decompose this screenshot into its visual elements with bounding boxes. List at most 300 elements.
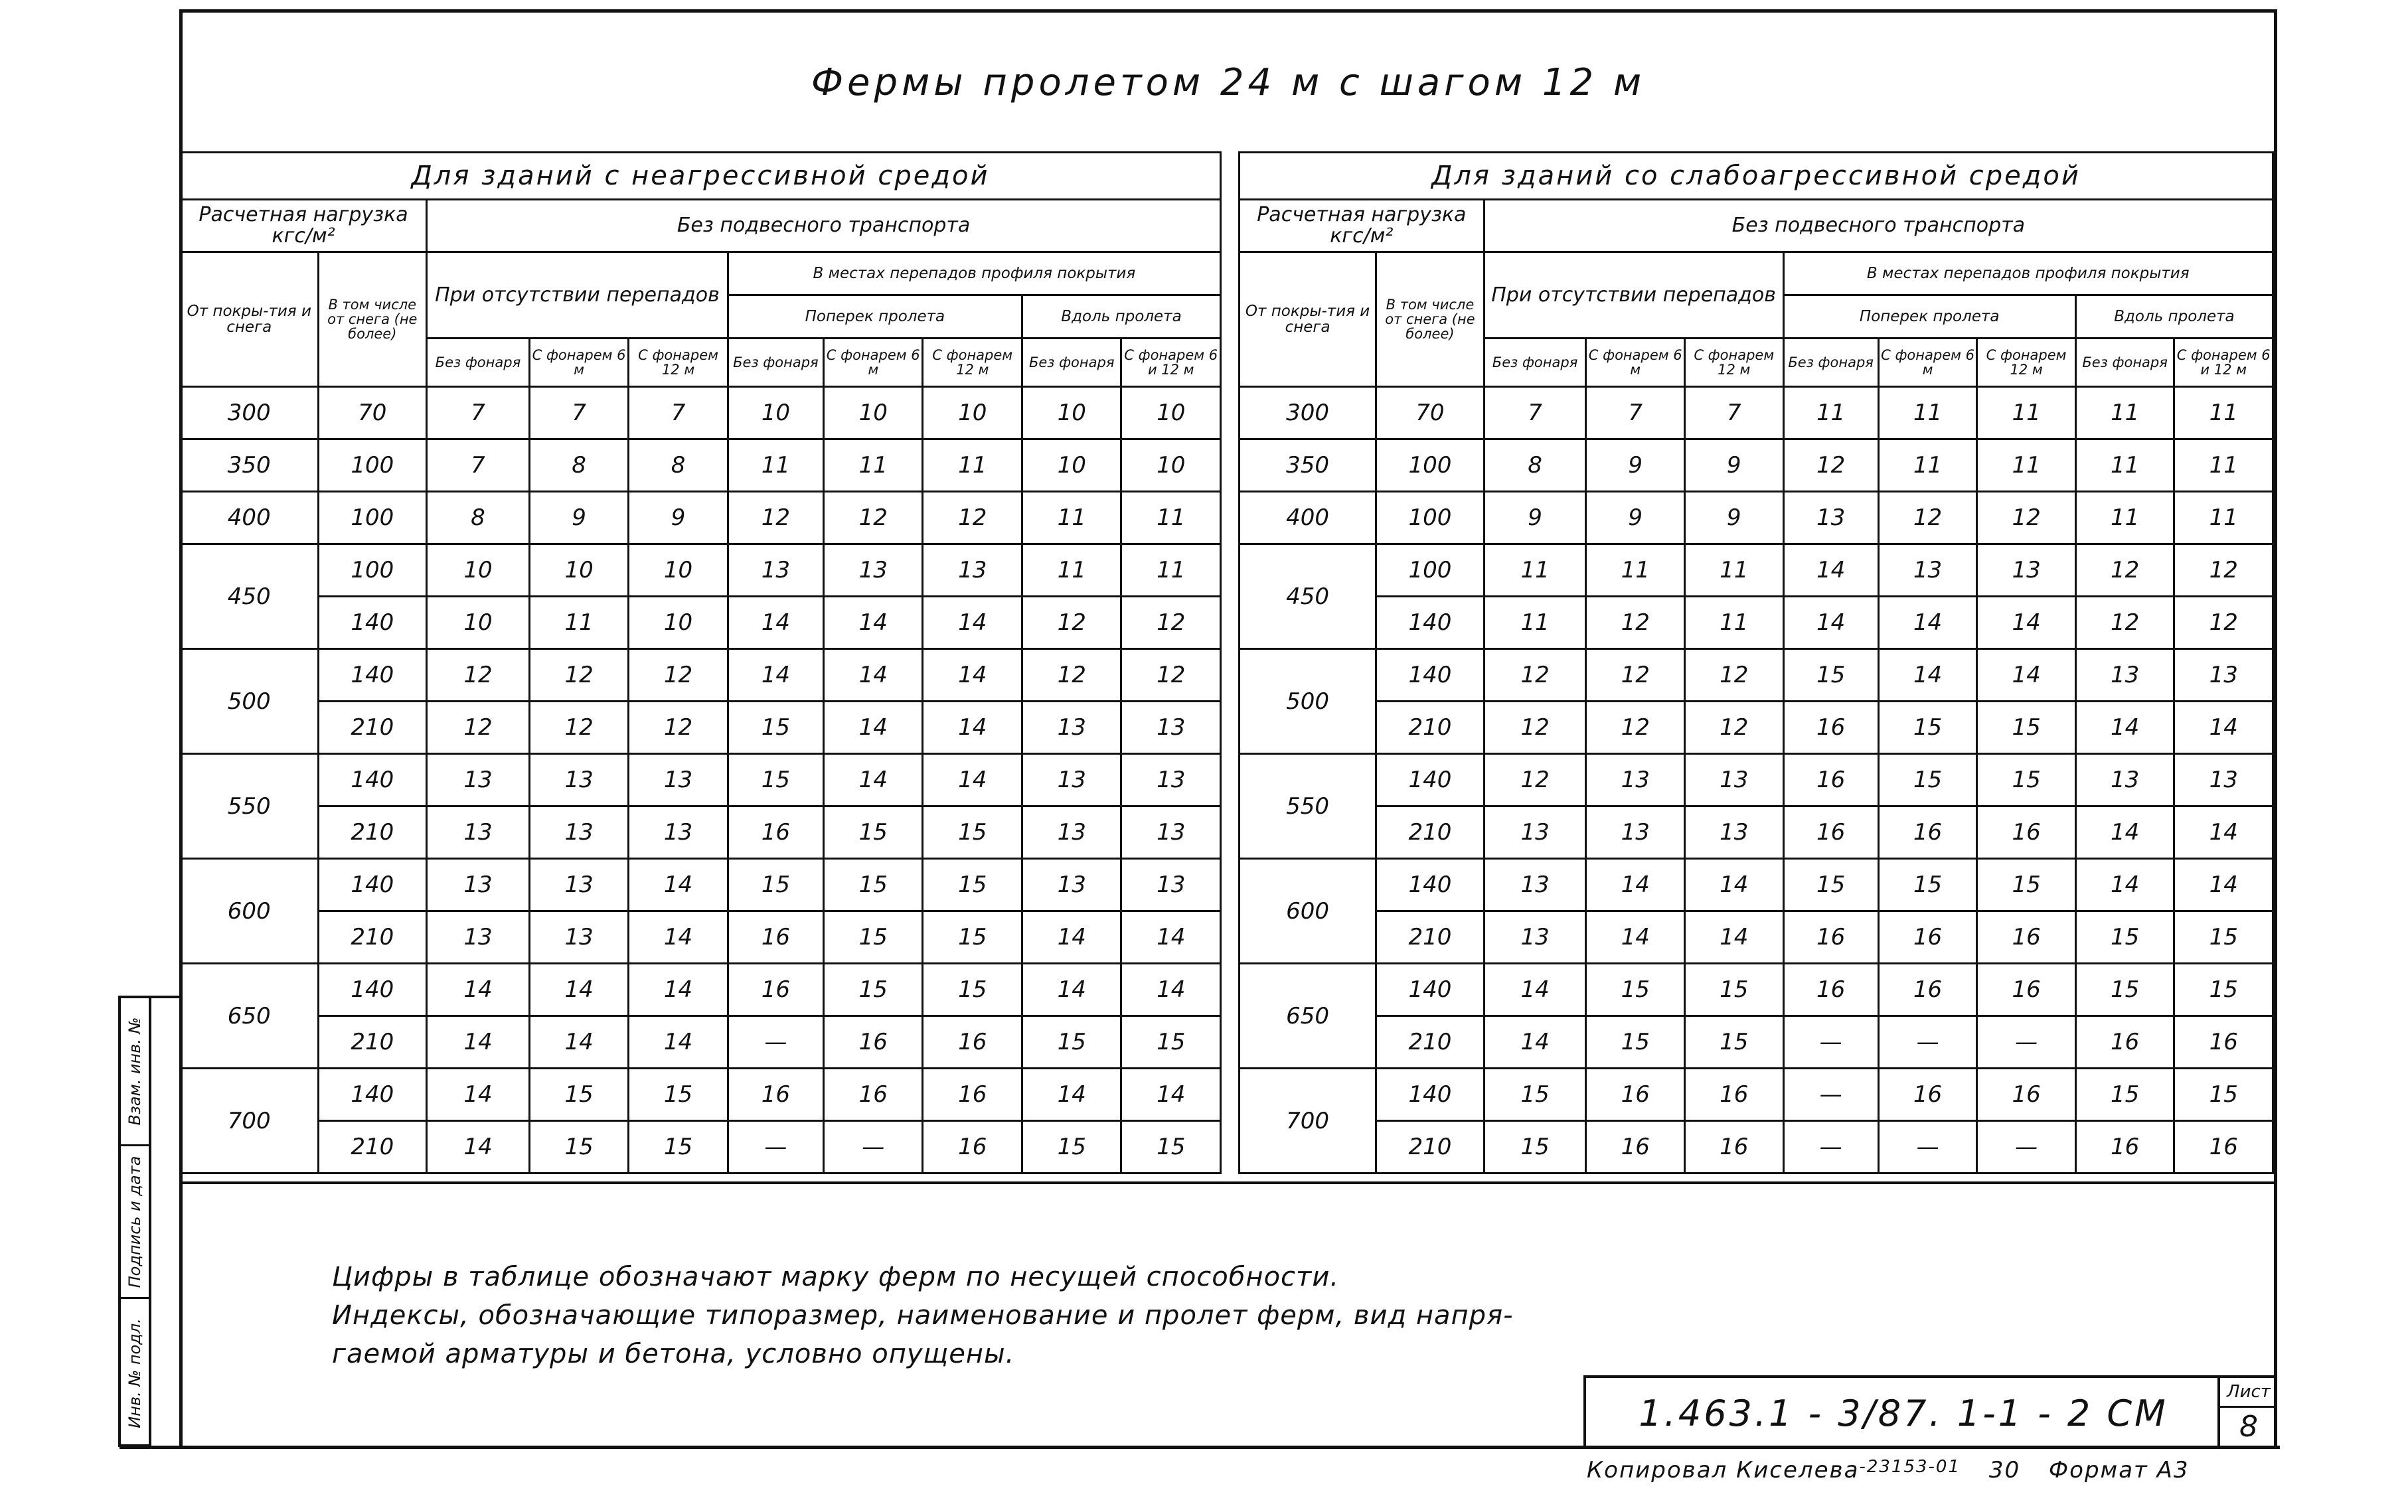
table-row — [1240, 492, 2273, 544]
truss-mark-cell: 16 — [1878, 1069, 1977, 1121]
truss-mark-cell: — — [1977, 1016, 2076, 1069]
truss-mark-cell: 15 — [529, 1121, 628, 1173]
sub-header: С фонарем 6 и 12 м — [1121, 339, 1221, 387]
truss-mark-cell: 13 — [1022, 806, 1121, 859]
snow-value: 140 — [318, 859, 427, 911]
table-row — [1240, 911, 2273, 964]
truss-mark-cell: 11 — [1022, 492, 1121, 544]
snow-value: 140 — [1376, 754, 1485, 806]
load-value: 350 — [181, 439, 319, 492]
truss-mark-cell: 13 — [427, 806, 530, 859]
truss-mark-cell: 11 — [2174, 439, 2273, 492]
truss-mark-cell: 14 — [728, 597, 823, 649]
truss-mark-cell: 16 — [728, 911, 823, 964]
snow-value: 140 — [318, 964, 427, 1016]
truss-mark-cell: 14 — [923, 754, 1022, 806]
truss-mark-cell: 14 — [728, 649, 823, 702]
truss-mark-cell: 11 — [1121, 544, 1221, 597]
truss-mark-cell: 13 — [1022, 859, 1121, 911]
truss-mark-cell: 11 — [1878, 387, 1977, 439]
truss-mark-cell: 16 — [1977, 806, 2076, 859]
truss-mark-cell: 12 — [1022, 649, 1121, 702]
truss-mark-cell: 13 — [1484, 806, 1586, 859]
truss-mark-cell: 15 — [2174, 911, 2273, 964]
document-code-box — [1583, 1375, 2221, 1448]
sub-header: Без фонаря — [1484, 339, 1586, 387]
load-value: 700 — [1240, 1069, 1376, 1173]
truss-mark-cell: 14 — [923, 702, 1022, 754]
truss-mark-cell: 14 — [1121, 1069, 1221, 1121]
truss-mark-cell: 14 — [1484, 1016, 1586, 1069]
sheet-label: Лист — [2220, 1378, 2277, 1408]
snow-value: 100 — [318, 544, 427, 597]
truss-mark-cell: 12 — [529, 702, 628, 754]
truss-mark-cell: 13 — [1878, 544, 1977, 597]
truss-mark-cell: 11 — [1878, 439, 1977, 492]
truss-mark-cell: 10 — [824, 387, 923, 439]
load-value: 550 — [181, 754, 319, 859]
along-span-header: Вдоль пролета — [2075, 295, 2273, 339]
truss-mark-cell: — — [1878, 1121, 1977, 1173]
truss-mark-cell: 12 — [728, 492, 823, 544]
snow-value: 210 — [318, 1121, 427, 1173]
table-row — [1240, 649, 2273, 702]
truss-mark-cell: 14 — [2174, 702, 2273, 754]
truss-mark-cell: 14 — [1121, 911, 1221, 964]
truss-mark-cell: 15 — [1586, 1016, 1685, 1069]
truss-mark-cell: — — [824, 1121, 923, 1173]
table-row — [181, 964, 1221, 1016]
load-value: 450 — [1240, 544, 1376, 649]
table-row — [181, 859, 1221, 911]
sub-header: С фонарем 6 м — [529, 339, 628, 387]
truss-mark-cell: 15 — [1121, 1016, 1221, 1069]
truss-mark-cell: 14 — [923, 597, 1022, 649]
across-span-header: Поперек пролета — [728, 295, 1022, 339]
truss-mark-cell: 13 — [529, 911, 628, 964]
sub-header: С фонарем 12 м — [1977, 339, 2076, 387]
side-stamp-label: Подпись и дата — [125, 1156, 144, 1288]
truss-mark-cell: 14 — [2075, 859, 2174, 911]
truss-mark-cell: 15 — [728, 859, 823, 911]
truss-mark-cell: 12 — [1484, 649, 1586, 702]
truss-mark-cell: 15 — [1783, 649, 1878, 702]
table-row — [1240, 754, 2273, 806]
table-row — [1240, 1069, 2273, 1121]
truss-mark-cell: 14 — [1684, 911, 1783, 964]
side-stamp-label: Инв. № подл. — [125, 1318, 144, 1428]
truss-mark-cell: 12 — [1484, 754, 1586, 806]
truss-mark-cell: 14 — [1977, 597, 2076, 649]
truss-mark-cell: 16 — [1977, 1069, 2076, 1121]
truss-mark-cell: 15 — [923, 859, 1022, 911]
load-value: 550 — [1240, 754, 1376, 859]
truss-mark-cell: 12 — [1121, 597, 1221, 649]
table-row — [1240, 387, 2273, 439]
truss-mark-cell: 13 — [1121, 754, 1221, 806]
sub-header: С фонарем 6 м — [1878, 339, 1977, 387]
truss-mark-cell: 16 — [1783, 702, 1878, 754]
footer-order: -23153-01 — [1859, 1457, 1961, 1477]
truss-mark-cell: 16 — [1977, 964, 2076, 1016]
table-row — [1240, 859, 2273, 911]
truss-mark-cell: 11 — [1586, 544, 1685, 597]
truss-mark-cell: 7 — [427, 439, 530, 492]
snow-value: 210 — [1376, 1016, 1485, 1069]
truss-mark-cell: 7 — [1586, 387, 1685, 439]
snow-value: 210 — [318, 1016, 427, 1069]
truss-mark-cell: 14 — [1878, 597, 1977, 649]
truss-mark-cell: 16 — [1783, 754, 1878, 806]
truss-mark-cell: 11 — [2174, 387, 2273, 439]
load-table-weak-aggressive — [1238, 151, 2274, 1174]
truss-mark-cell: 12 — [1022, 597, 1121, 649]
snow-value: 210 — [318, 806, 427, 859]
drops-header: В местах перепадов профиля покрытия — [728, 252, 1220, 295]
no-drops-header: При отсутствии перепадов — [427, 252, 728, 339]
load-value: 650 — [181, 964, 319, 1069]
truss-mark-cell: 14 — [529, 964, 628, 1016]
truss-mark-cell: 10 — [529, 544, 628, 597]
truss-mark-cell: 14 — [629, 859, 728, 911]
truss-mark-cell: 10 — [427, 544, 530, 597]
truss-mark-cell: 16 — [728, 806, 823, 859]
truss-mark-cell: — — [1783, 1121, 1878, 1173]
sub-header: С фонарем 6 м — [1586, 339, 1685, 387]
truss-mark-cell: 8 — [529, 439, 628, 492]
table-row — [1240, 964, 2273, 1016]
truss-mark-cell: 15 — [728, 754, 823, 806]
truss-mark-cell: 10 — [923, 387, 1022, 439]
truss-mark-cell: 9 — [1684, 492, 1783, 544]
truss-mark-cell: 15 — [2075, 911, 2174, 964]
truss-mark-cell: 13 — [1121, 859, 1221, 911]
snow-value: 100 — [318, 492, 427, 544]
truss-mark-cell: 15 — [824, 911, 923, 964]
footer-line — [1587, 1457, 2277, 1483]
truss-mark-cell: 13 — [923, 544, 1022, 597]
truss-mark-cell: 12 — [1684, 649, 1783, 702]
load-value: 600 — [1240, 859, 1376, 964]
truss-mark-cell: 14 — [2174, 806, 2273, 859]
truss-mark-cell: 12 — [2174, 597, 2273, 649]
truss-mark-cell: 16 — [1783, 806, 1878, 859]
truss-mark-cell: 15 — [2174, 1069, 2273, 1121]
truss-mark-cell: 16 — [728, 1069, 823, 1121]
truss-mark-cell: 11 — [529, 597, 628, 649]
truss-mark-cell: 10 — [728, 387, 823, 439]
truss-mark-cell: 12 — [2174, 544, 2273, 597]
truss-mark-cell: 15 — [1783, 859, 1878, 911]
table-row — [181, 387, 1221, 439]
table-row — [1240, 439, 2273, 492]
truss-mark-cell: 12 — [1484, 702, 1586, 754]
truss-mark-cell: 10 — [629, 597, 728, 649]
truss-mark-cell: 14 — [2174, 859, 2273, 911]
truss-mark-cell: — — [1783, 1069, 1878, 1121]
truss-mark-cell: 16 — [1586, 1121, 1685, 1173]
truss-mark-cell: 15 — [629, 1069, 728, 1121]
truss-mark-cell: 13 — [1586, 806, 1685, 859]
footer-number: 30 — [1988, 1457, 2021, 1483]
truss-mark-cell: 14 — [1022, 911, 1121, 964]
truss-mark-cell: 9 — [1484, 492, 1586, 544]
truss-mark-cell: 16 — [1586, 1069, 1685, 1121]
table-row — [181, 439, 1221, 492]
truss-mark-cell: 9 — [1586, 492, 1685, 544]
snow-value: 140 — [318, 1069, 427, 1121]
truss-mark-cell: 13 — [1484, 859, 1586, 911]
truss-mark-cell: 15 — [923, 964, 1022, 1016]
truss-mark-cell: 14 — [1977, 649, 2076, 702]
truss-mark-cell: 14 — [824, 649, 923, 702]
truss-mark-cell: 14 — [629, 964, 728, 1016]
truss-mark-cell: 15 — [824, 964, 923, 1016]
sub-header: Без фонаря — [427, 339, 530, 387]
truss-mark-cell: 12 — [1977, 492, 2076, 544]
snow-value: 70 — [1376, 387, 1485, 439]
snow-value: 140 — [1376, 649, 1485, 702]
table-row — [1240, 544, 2273, 597]
snow-value: 140 — [318, 754, 427, 806]
truss-mark-cell: 14 — [1586, 859, 1685, 911]
load-value: 700 — [181, 1069, 319, 1173]
truss-mark-cell: 13 — [529, 754, 628, 806]
snow-value: 210 — [1376, 911, 1485, 964]
truss-mark-cell: 10 — [427, 597, 530, 649]
truss-mark-cell: 14 — [824, 702, 923, 754]
truss-mark-cell: 11 — [2075, 492, 2174, 544]
truss-mark-cell: 11 — [1022, 544, 1121, 597]
truss-mark-cell: 8 — [629, 439, 728, 492]
truss-mark-cell: 15 — [529, 1069, 628, 1121]
sub-header: С фонарем 6 и 12 м — [2174, 339, 2273, 387]
truss-mark-cell: 15 — [2174, 964, 2273, 1016]
sub-header: Без фонаря — [2075, 339, 2174, 387]
truss-mark-cell: 11 — [1977, 439, 2076, 492]
load-value: 600 — [181, 859, 319, 964]
truss-mark-cell: 16 — [2174, 1121, 2273, 1173]
truss-mark-cell: 15 — [1484, 1121, 1586, 1173]
snow-value: 210 — [318, 911, 427, 964]
truss-mark-cell: 12 — [923, 492, 1022, 544]
sub-header: С фонарем 12 м — [923, 339, 1022, 387]
truss-mark-cell: 10 — [1022, 387, 1121, 439]
truss-mark-cell: 13 — [1977, 544, 2076, 597]
truss-mark-cell: 16 — [824, 1016, 923, 1069]
snow-value: 140 — [1376, 964, 1485, 1016]
truss-mark-cell: 9 — [1586, 439, 1685, 492]
load-header: Расчетная нагрузка кгс/м² — [181, 200, 427, 252]
table-row — [1240, 1121, 2273, 1173]
truss-mark-cell: 13 — [1121, 806, 1221, 859]
truss-mark-cell: 13 — [1022, 702, 1121, 754]
truss-mark-cell: 16 — [1684, 1069, 1783, 1121]
snow-value: 100 — [1376, 492, 1485, 544]
sub-header: Без фонаря — [1783, 339, 1878, 387]
table-row — [181, 806, 1221, 859]
truss-mark-cell: 15 — [824, 859, 923, 911]
table-bottom-rule — [179, 1181, 2277, 1184]
snow-value: 210 — [1376, 702, 1485, 754]
truss-mark-cell: 13 — [1684, 754, 1783, 806]
truss-mark-cell: 14 — [2075, 702, 2174, 754]
truss-mark-cell: 13 — [1586, 754, 1685, 806]
truss-mark-cell: 16 — [2075, 1121, 2174, 1173]
truss-mark-cell: 13 — [629, 806, 728, 859]
truss-mark-cell: 12 — [1878, 492, 1977, 544]
across-span-header: Поперек пролета — [1783, 295, 2075, 339]
truss-mark-cell: 16 — [1878, 911, 1977, 964]
side-stamp — [118, 996, 151, 1447]
truss-mark-cell: 7 — [629, 387, 728, 439]
truss-mark-cell: 12 — [1121, 649, 1221, 702]
truss-mark-cell: 14 — [529, 1016, 628, 1069]
table-row — [181, 1016, 1221, 1069]
sheet-number-box — [2217, 1375, 2277, 1448]
truss-mark-cell: 10 — [1121, 439, 1221, 492]
truss-mark-cell: 15 — [1586, 964, 1685, 1016]
truss-mark-cell: 15 — [2075, 1069, 2174, 1121]
truss-mark-cell: 16 — [2075, 1016, 2174, 1069]
snow-value: 140 — [1376, 597, 1485, 649]
col-header-snow-load: В том числе от снега (не более) — [1376, 252, 1485, 387]
snow-value: 140 — [1376, 859, 1485, 911]
truss-mark-cell: — — [1783, 1016, 1878, 1069]
note-line: Цифры в таблице обозначают марку ферм по несущей способности. — [332, 1262, 1340, 1292]
snow-value: 140 — [318, 597, 427, 649]
truss-mark-cell: 15 — [1484, 1069, 1586, 1121]
truss-mark-cell: 15 — [728, 702, 823, 754]
truss-mark-cell: 15 — [1022, 1121, 1121, 1173]
table-row — [181, 1121, 1221, 1173]
table-row — [181, 649, 1221, 702]
truss-mark-cell: 13 — [1121, 702, 1221, 754]
load-value: 500 — [181, 649, 319, 754]
truss-mark-cell: 12 — [824, 492, 923, 544]
truss-mark-cell: 15 — [1684, 964, 1783, 1016]
snow-value: 100 — [318, 439, 427, 492]
snow-value: 140 — [1376, 1069, 1485, 1121]
truss-mark-cell: 14 — [824, 597, 923, 649]
transport-header: Без подвесного транспорта — [427, 200, 1221, 252]
truss-mark-cell: 11 — [1783, 387, 1878, 439]
truss-mark-cell: 13 — [2075, 754, 2174, 806]
truss-mark-cell: 12 — [629, 702, 728, 754]
truss-mark-cell: 15 — [1878, 754, 1977, 806]
truss-mark-cell: 12 — [2075, 544, 2174, 597]
truss-mark-cell: 11 — [1684, 544, 1783, 597]
note-line: Индексы, обозначающие типоразмер, наименование и пролет ферм, вид напря- — [332, 1300, 1514, 1331]
snow-value: 210 — [318, 702, 427, 754]
truss-mark-cell: 14 — [824, 754, 923, 806]
truss-mark-cell: 14 — [1022, 964, 1121, 1016]
truss-mark-cell: 15 — [1977, 754, 2076, 806]
truss-mark-cell: 12 — [427, 702, 530, 754]
truss-mark-cell: 14 — [427, 1016, 530, 1069]
truss-mark-cell: 13 — [529, 859, 628, 911]
truss-mark-cell: 11 — [2174, 492, 2273, 544]
table-row — [1240, 806, 2273, 859]
no-drops-header: При отсутствии перепадов — [1484, 252, 1783, 339]
truss-mark-cell: 13 — [1684, 806, 1783, 859]
truss-mark-cell: 14 — [427, 1121, 530, 1173]
truss-mark-cell: 15 — [923, 806, 1022, 859]
drops-header: В местах перепадов профиля покрытия — [1783, 252, 2273, 295]
truss-mark-cell: 15 — [1022, 1016, 1121, 1069]
truss-mark-cell: 14 — [923, 649, 1022, 702]
truss-mark-cell: 16 — [923, 1016, 1022, 1069]
truss-mark-cell: 13 — [427, 911, 530, 964]
truss-mark-cell: 15 — [824, 806, 923, 859]
truss-mark-cell: 16 — [824, 1069, 923, 1121]
truss-mark-cell: 7 — [1484, 387, 1586, 439]
load-value: 650 — [1240, 964, 1376, 1069]
truss-mark-cell: 12 — [1586, 702, 1685, 754]
truss-mark-cell: 11 — [2075, 439, 2174, 492]
side-stamp-blank — [151, 996, 179, 1447]
sheet-number: 8 — [2239, 1410, 2258, 1444]
truss-mark-cell: 16 — [1977, 911, 2076, 964]
truss-mark-cell: 14 — [1783, 597, 1878, 649]
truss-mark-cell: 16 — [1878, 806, 1977, 859]
truss-mark-cell: 16 — [1783, 964, 1878, 1016]
truss-mark-cell: 11 — [1121, 492, 1221, 544]
truss-mark-cell: 13 — [1484, 911, 1586, 964]
truss-mark-cell: — — [1977, 1121, 2076, 1173]
truss-mark-cell: 9 — [529, 492, 628, 544]
snow-value: 100 — [1376, 544, 1485, 597]
table-note — [332, 1258, 1560, 1373]
truss-mark-cell: 16 — [2174, 1016, 2273, 1069]
truss-mark-cell: 9 — [1684, 439, 1783, 492]
truss-mark-cell: 10 — [629, 544, 728, 597]
truss-mark-cell: 12 — [427, 649, 530, 702]
section-header: Для зданий с неагрессивной средой — [181, 153, 1221, 200]
note-line: гаемой арматуры и бетона, условно опущены. — [332, 1339, 1015, 1369]
snow-value: 140 — [318, 649, 427, 702]
truss-mark-cell: 10 — [1121, 387, 1221, 439]
truss-mark-cell: 15 — [1977, 859, 2076, 911]
truss-mark-cell: 15 — [1977, 702, 2076, 754]
truss-mark-cell: 11 — [1484, 544, 1586, 597]
truss-mark-cell: 12 — [1783, 439, 1878, 492]
transport-header: Без подвесного транспорта — [1484, 200, 2273, 252]
truss-mark-cell: 7 — [1684, 387, 1783, 439]
side-stamp-label: Взам. инв. № — [125, 1017, 144, 1126]
table-row — [181, 911, 1221, 964]
truss-mark-cell: 11 — [1484, 597, 1586, 649]
truss-mark-cell: 8 — [427, 492, 530, 544]
truss-mark-cell: 8 — [1484, 439, 1586, 492]
table-row — [181, 754, 1221, 806]
load-table-non-aggressive — [179, 151, 1222, 1174]
truss-mark-cell: 12 — [1684, 702, 1783, 754]
table-row — [181, 702, 1221, 754]
sub-header: Без фонаря — [1022, 339, 1121, 387]
load-value: 300 — [181, 387, 319, 439]
table-row — [1240, 1016, 2273, 1069]
truss-mark-cell: 13 — [529, 806, 628, 859]
truss-mark-cell: 10 — [1022, 439, 1121, 492]
truss-mark-cell: 13 — [824, 544, 923, 597]
truss-mark-cell: 15 — [1121, 1121, 1221, 1173]
truss-mark-cell: 14 — [1121, 964, 1221, 1016]
truss-mark-cell: 11 — [2075, 387, 2174, 439]
truss-mark-cell: 14 — [629, 1016, 728, 1069]
table-row — [1240, 702, 2273, 754]
truss-mark-cell: 13 — [2075, 649, 2174, 702]
